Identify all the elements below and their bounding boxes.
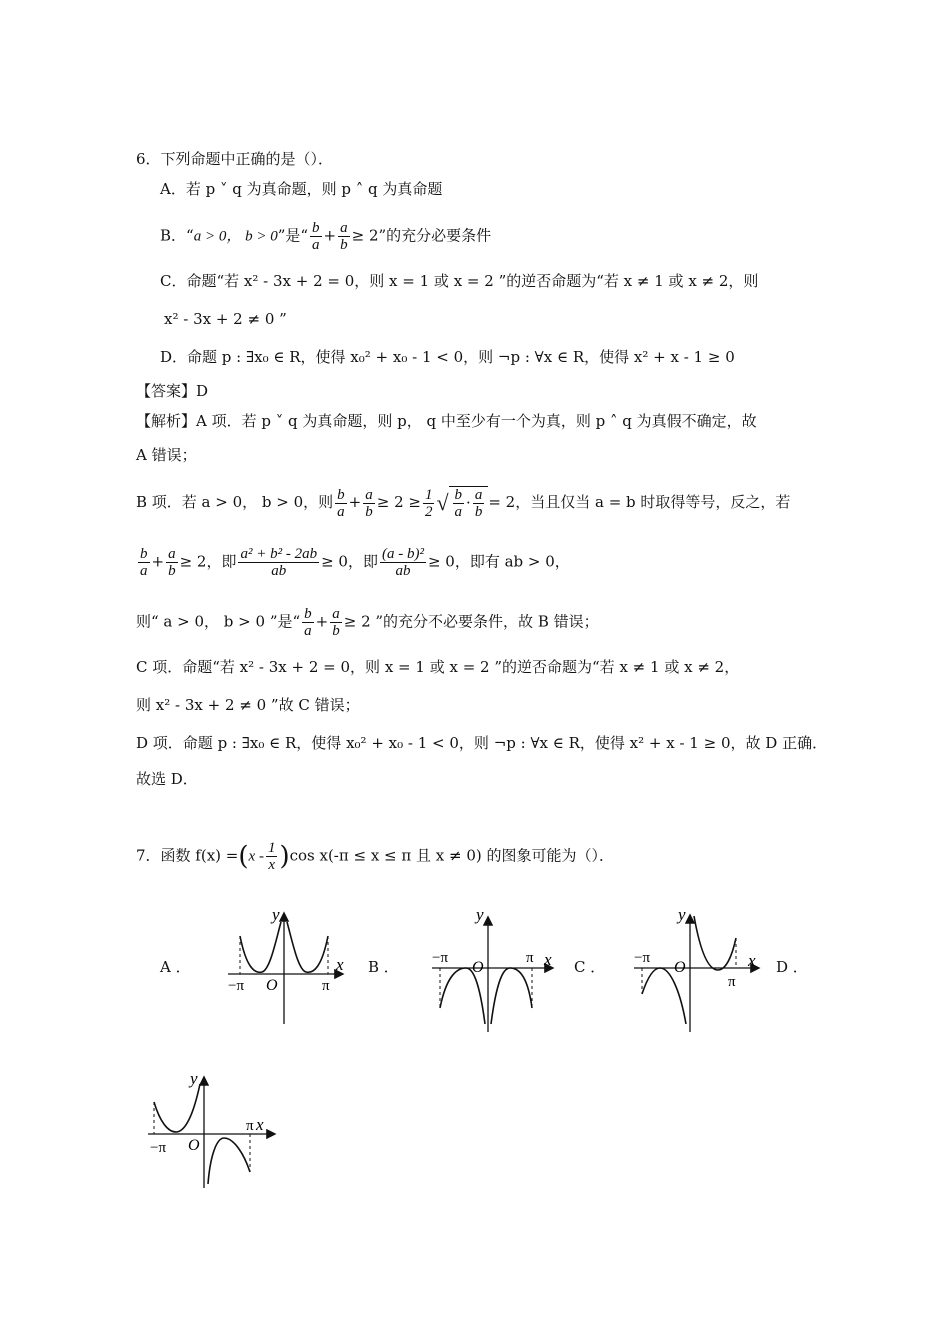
svg-text:π: π xyxy=(526,950,534,966)
graph-b xyxy=(428,906,558,1036)
svg-text:−π: −π xyxy=(432,950,449,966)
svg-text:x: x xyxy=(544,950,552,969)
curve-left xyxy=(440,968,485,1024)
svg-text:x: x xyxy=(256,1115,264,1134)
svg-text:y: y xyxy=(476,906,484,924)
q6-option-a: A．若 p ˅ q 为真命题，则 p ˄ q 为真命题 xyxy=(160,180,443,198)
q7-option-a-label: A ． xyxy=(160,958,191,976)
fraction-b-over-a: $\frac{b}{a}$ xyxy=(312,220,320,253)
svg-text:O: O xyxy=(674,959,686,976)
svg-text:−π: −π xyxy=(150,1140,167,1156)
q7-stem: 7．函数 f(x) =(x - $\frac{1}{x}$ )cos x(-π ≤ x ≤ π 且 x ≠ 0) 的图象可能为（）． xyxy=(136,840,615,873)
svg-text:O: O xyxy=(188,1137,200,1154)
answer-value: D xyxy=(196,382,209,400)
q7-option-b-label: B ． xyxy=(368,958,399,976)
fraction-a-over-b: $\frac{a}{b}$ xyxy=(340,220,348,253)
analysis-c-line1: C 项．命题“若 x² - 3x + 2 = 0，则 x = 1 或 x = 2 ”的逆否命题为“若 x ≠ 1 或 x ≠ 2， xyxy=(136,658,740,676)
svg-text:π: π xyxy=(246,1118,254,1134)
graph-d xyxy=(144,1068,284,1198)
curve-left xyxy=(642,968,686,1024)
graph-c xyxy=(630,906,770,1036)
curve-left xyxy=(240,922,281,972)
svg-text:π: π xyxy=(322,978,330,994)
svg-text:π: π xyxy=(728,974,736,990)
svg-text:−π: −π xyxy=(228,978,245,994)
q7-option-d-label: D ． xyxy=(776,958,808,976)
q7-option-c-label: C ． xyxy=(574,958,606,976)
analysis-a-line1: 【解析】A 项．若 p ˅ q 为真命题，则 p， q 中至少有一个为真，则 p ˄ q 为真假不确定，故 xyxy=(136,412,757,430)
analysis-b-line2: $\frac{b}{a}$ + $\frac{a}{b}$ ≥ 2，即 $\frac{\text{a² + b² - 2ab}}{ab}$ ≥ 0，即 $\frac{\text{(a - b)²}}{ab}$ ≥ 0，即有 ab > 0， xyxy=(140,546,570,579)
q6-option-c-line2: x² - 3x + 2 ≠ 0 ” xyxy=(164,310,287,328)
analysis-label: 【解析】 xyxy=(136,412,197,430)
analysis-c-line2: 则 x² - 3x + 2 ≠ 0 ”故 C 错误； xyxy=(136,696,360,714)
q6-option-d: D．命题 p : ∃x₀ ∈ R，使得 x₀² + x₀ - 1 < 0，则 ¬p : ∀x ∈ R，使得 x² + x - 1 ≥ 0 xyxy=(160,348,735,366)
svg-text:y: y xyxy=(678,906,686,924)
curve-right xyxy=(491,968,532,1024)
conclusion: 故选 D． xyxy=(136,770,198,788)
q6-stem: 6．下列命题中正确的是（）． xyxy=(136,150,334,168)
curve-right xyxy=(208,1138,250,1184)
svg-text:x: x xyxy=(336,955,344,974)
q6-option-b: B．“a > 0， b > 0”是“ $\frac{b}{a}$ + $\frac{a}{b}$ ≥ 2”的充分必要条件 xyxy=(160,220,492,253)
svg-text:O: O xyxy=(266,977,278,994)
answer-line xyxy=(136,380,208,402)
svg-text:x: x xyxy=(748,951,756,970)
analysis-a-line2: A 错误； xyxy=(136,446,197,464)
curve-left xyxy=(154,1084,200,1132)
svg-text:y: y xyxy=(272,905,280,924)
curve-right xyxy=(694,916,736,970)
answer-label: 【答案】 xyxy=(136,382,197,400)
svg-text:O: O xyxy=(472,959,484,976)
analysis-b-line3: 则“ a > 0， b > 0 ”是“ $\frac{b}{a}$ + $\frac{a}{b}$ ≥ 2 ”的充分不必要条件，故 B 错误； xyxy=(136,606,599,639)
analysis-d: D 项．命题 p : ∃x₀ ∈ R，使得 x₀² + x₀ - 1 < 0，则 ¬p : ∀x ∈ R，使得 x² + x - 1 ≥ 0，故 D 正确． xyxy=(136,734,828,752)
q6-option-c-line1: C．命题“若 x² - 3x + 2 = 0，则 x = 1 或 x = 2 ”的逆否命题为“若 x ≠ 1 或 x ≠ 2，则 xyxy=(160,272,759,290)
svg-text:−π: −π xyxy=(634,950,651,966)
graph-a xyxy=(222,900,352,1030)
svg-text:y: y xyxy=(190,1069,198,1088)
curve-right xyxy=(287,922,328,972)
analysis-b-line1: B 项．若 a > 0， b > 0，则 $\frac{b}{a}$ + $\frac{a}{b}$ ≥ 2 ≥ $\frac{1}{2}$ √ $\frac{b}{a}$ · $\frac{a}{b}$ = 2，当且仅当 a = b 时取得等号，反之，若 xyxy=(136,486,791,520)
